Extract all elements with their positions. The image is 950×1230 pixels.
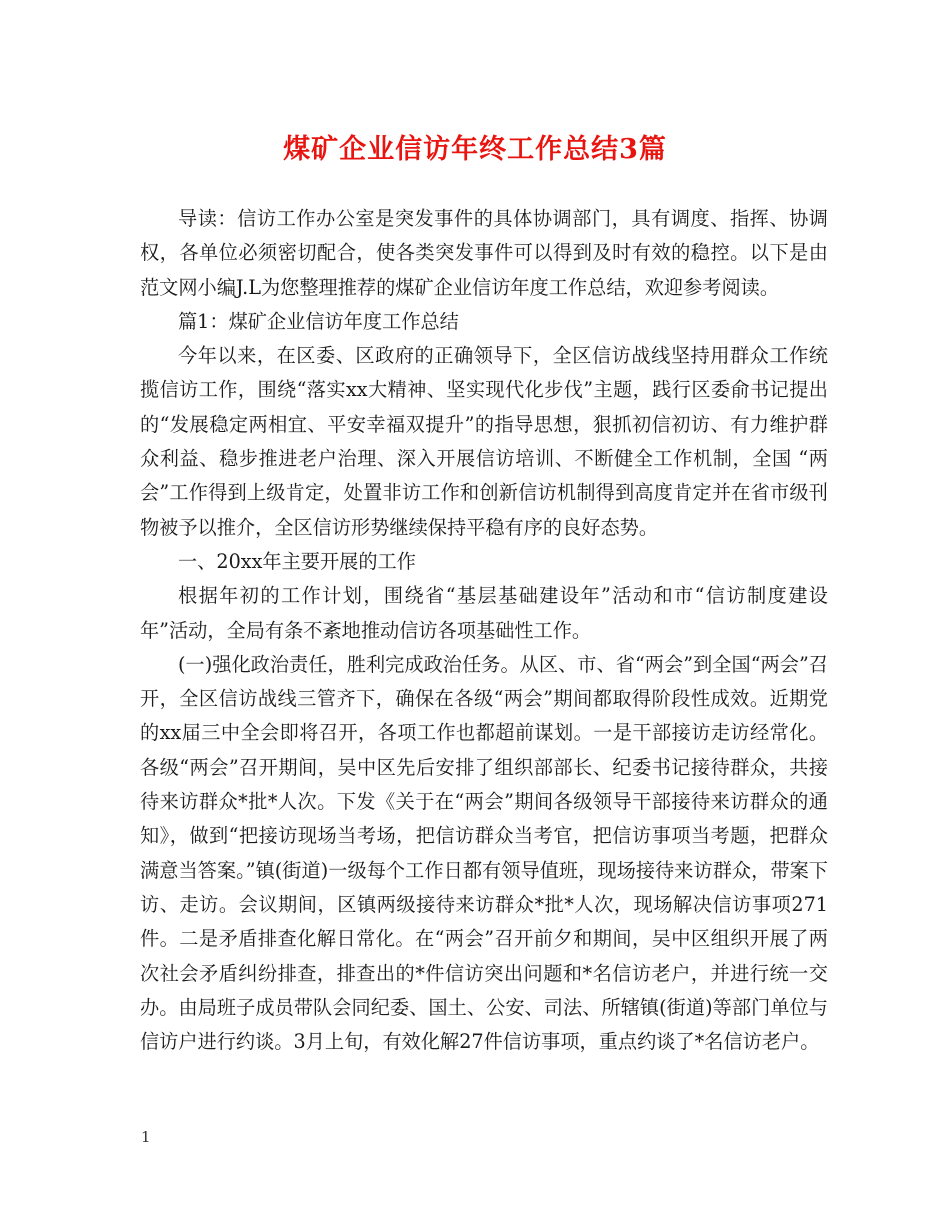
document-body: [140, 202, 828, 1059]
body-paragraph: 今年以来，在区委、区政府的正确领导下，全区信访战线坚持用群众工作统揽信访工作，围绕“落实xx大精神、坚实现代化步伐”主题，践行区委俞书记提出的“发展稳定两相宜、平安幸福双提升”的指导思想，狠抓初信初访、有力维护群众利益、稳步推进老户治理、深入开展信访培训、不断健全工作机制，全国 “两会”工作得到上级肯定，处置非访工作和创新信访机制得到高度肯定并在省市级刊物被予以推介，全区信访形势继续保持平稳有序的良好态势。: [140, 344, 828, 539]
page-number: 1: [141, 1128, 151, 1146]
body-paragraph: (一)强化政治责任，胜利完成政治任务。从区、市、省“两会”到全国“两会”召开，全区信访战线三管齐下，确保在各级“两会”期间都取得阶段性成效。近期党的xx届三中全会即将召开，各项工作也都超前谋划。一是干部接访走访经常化。各级“两会”召开期间，吴中区先后安排了组织部部长、纪委书记接待群众，共接待来访群众*批*人次。下发《关于在“两会”期间各级领导干部接待来访群众的通知》，做到“把接访现场当考场，把信访群众当考官，把信访事项当考题，把群众满意当答案。”镇(街道)一级每个工作日都有领导值班，现场接待来访群众，带案下访、走访。会议期间，区镇两级接待来访群众*批*人次，现场解决信访事项271件。二是矛盾排查化解日常化。在“两会”召开前夕和期间，吴中区组织开展了两次社会矛盾纠纷排查，排查出的*件信访突出问题和*名信访老户，并进行统一交办。由局班子成员带队会同纪委、国土、公安、司法、所辖镇(街道)等部门单位与信访户进行约谈。3月上旬，有效化解27件信访事项，重点约谈了*名信访老户。: [140, 652, 828, 1054]
subsection-heading: 一、20xx年主要开展的工作: [178, 549, 416, 573]
section-heading: 篇1：煤矿企业信访年度工作总结: [178, 309, 459, 333]
intro-paragraph: 导读：信访工作办公室是突发事件的具体协调部门，具有调度、指挥、协调权，各单位必须密切配合，使各类突发事件可以得到及时有效的稳控。以下是由范文网小编J.L为您整理推荐的煤矿企业信访年度工作总结，欢迎参考阅读。: [140, 207, 828, 299]
body-paragraph: 根据年初的工作计划，围绕省“基层基础建设年”活动和市“信访制度建设年”活动，全局有条不紊地推动信访各项基础性工作。: [140, 584, 828, 642]
document-title: 煤矿企业信访年终工作总结3篇: [283, 134, 667, 165]
